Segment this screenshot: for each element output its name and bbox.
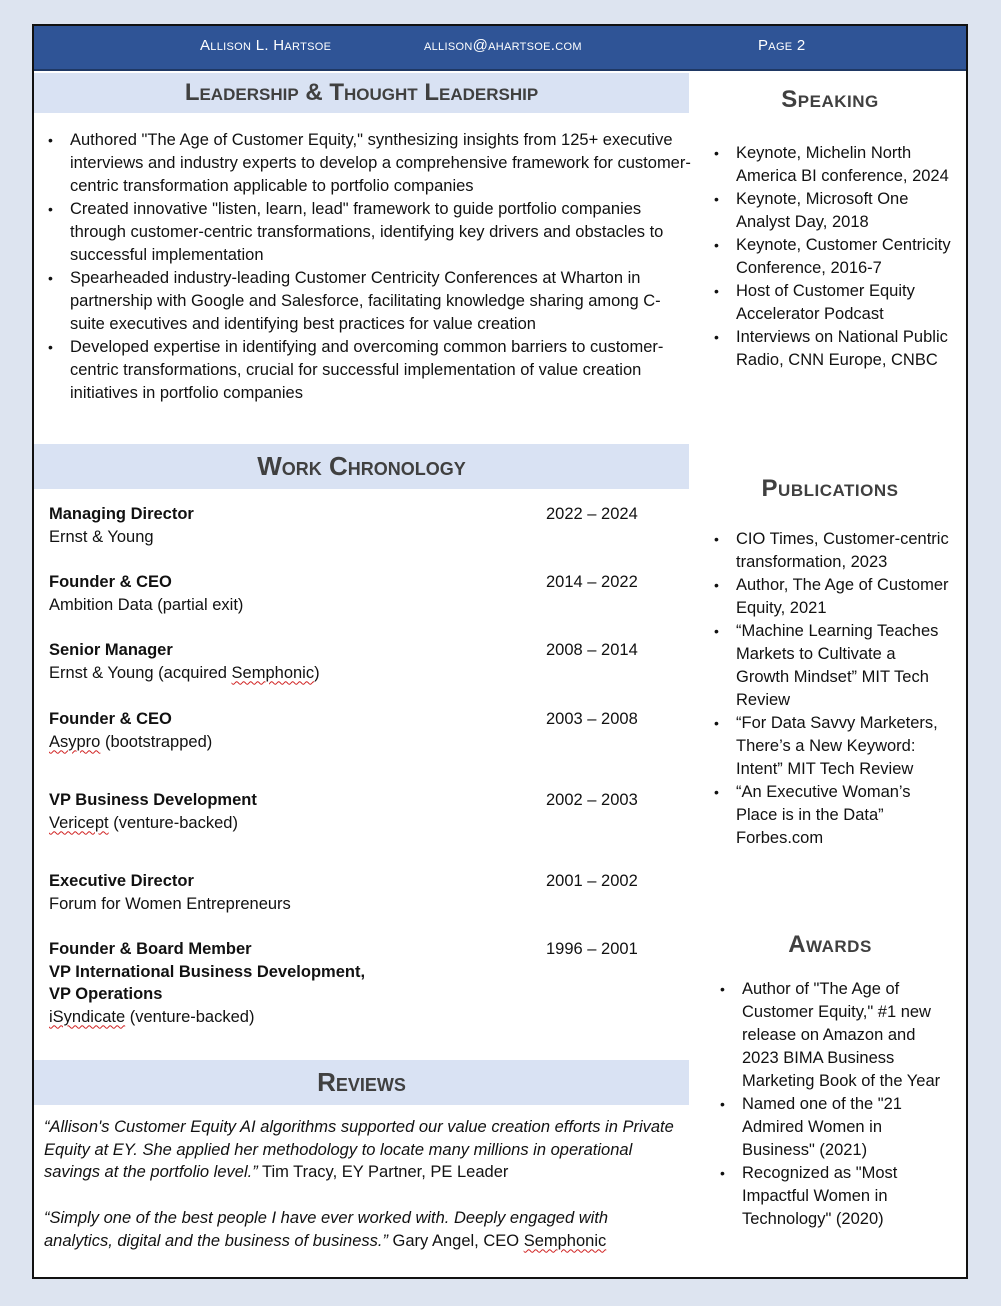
bullet-icon: • — [720, 981, 725, 997]
bullet-icon: • — [48, 132, 53, 148]
leadership-list — [48, 129, 693, 405]
list-item: • Spearheaded industry-leading Customer Centricity Conferences at Wharton in partnership with Google and Salesforce, facilitating knowledge sharing among C-suite executives and identifying best practices for value creation — [48, 269, 661, 333]
job-years: 1996 – 2001 — [546, 940, 638, 958]
list-item: • Created innovative "listen, learn, lead" framework to guide portfolio companies through customer-centric transformations, identifying key drivers and obstacles to successful implementation — [48, 200, 664, 264]
job-org: Vericept (venture-backed) — [49, 813, 238, 832]
publications-heading: Publications — [761, 475, 899, 502]
list-item: • Interviews on National Public Radio, CNN Europe, CNBC — [714, 328, 948, 369]
bullet-icon: • — [714, 191, 719, 207]
list-item: • Author, The Age of Customer Equity, 2021 — [714, 576, 949, 617]
list-item: • Keynote, Customer Centricity Conference, 2016-7 — [714, 236, 951, 277]
job-org: Ernst & Young (acquired Semphonic) — [49, 663, 320, 682]
job-entry — [49, 789, 649, 834]
header-name: Allison L. Hartsoe — [200, 37, 332, 54]
bullet-icon: • — [714, 329, 719, 345]
list-item: • “For Data Savvy Marketers, There’s a New Keyword: Intent” MIT Tech Review — [714, 714, 938, 778]
bullet-icon: • — [720, 1096, 725, 1112]
job-years: 2003 – 2008 — [546, 710, 638, 728]
job-entry — [49, 571, 649, 616]
job-years: 2022 – 2024 — [546, 505, 638, 523]
bullet-icon: • — [714, 784, 719, 800]
job-years: 2014 – 2022 — [546, 573, 638, 591]
bullet-icon: • — [720, 1165, 725, 1181]
list-item: • “Machine Learning Teaches Markets to Cultivate a Growth Mindset” MIT Tech Review — [714, 622, 939, 709]
list-item: • Keynote, Microsoft One Analyst Day, 2018 — [714, 190, 909, 231]
work-heading: Work Chronology — [34, 444, 689, 489]
list-item: • Authored "The Age of Customer Equity," synthesizing insights from 125+ executive interviews and industry experts to develop a comprehensive framework for customer-centric transformation applicable to portfolio companies — [48, 131, 691, 195]
publications-list — [714, 528, 952, 850]
review-quote: “Allison's Customer Equity AI algorithms supported our value creation efforts in Private Equity at EY. She applied her methodology to locate many millions in operational savings at the portfolio level.” Tim Tracy, EY Partner, PE Leader — [44, 1118, 674, 1181]
bullet-icon: • — [48, 339, 53, 355]
list-item: • CIO Times, Customer-centric transformation, 2023 — [714, 530, 949, 571]
job-org: Ambition Data (partial exit) — [49, 595, 244, 614]
list-item: • Keynote, Michelin North America BI conference, 2024 — [714, 144, 949, 185]
list-item: • Recognized as "Most Impactful Women in Technology" (2020) — [720, 1164, 898, 1228]
job-title: VP International Business Development, — [49, 962, 366, 981]
job-org: iSyndicate (venture-backed) — [49, 1007, 255, 1026]
bullet-icon: • — [48, 270, 53, 286]
job-years: 2008 – 2014 — [546, 641, 638, 659]
list-item: • Host of Customer Equity Accelerator Podcast — [714, 282, 915, 323]
job-title: VP Business Development — [49, 791, 257, 809]
job-entry — [49, 708, 649, 753]
job-title: Executive Director — [49, 872, 194, 890]
speaking-heading: Speaking — [781, 86, 879, 113]
job-title: VP Operations — [49, 985, 163, 1003]
job-title: Founder & CEO — [49, 710, 172, 728]
job-title: Founder & CEO — [49, 573, 172, 591]
bullet-icon: • — [48, 201, 53, 217]
bullet-icon: • — [714, 623, 719, 639]
list-item: • Developed expertise in identifying and overcoming common barriers to customer-centric transformations, crucial for successful implementation of value creation initiatives in portfolio companies — [48, 338, 664, 402]
list-item: • “An Executive Woman’s Place is in the Data” Forbes.com — [714, 783, 911, 847]
bullet-icon: • — [714, 237, 719, 253]
job-title: Founder & Board Member — [49, 940, 252, 958]
bullet-icon: • — [714, 531, 719, 547]
header-page-number: Page 2 — [758, 37, 806, 54]
job-entry — [49, 938, 649, 1028]
bullet-icon: • — [714, 283, 719, 299]
awards-list — [720, 978, 942, 1231]
job-years: 2002 – 2003 — [546, 791, 638, 809]
job-entry — [49, 503, 649, 548]
resume-page — [32, 24, 968, 1279]
job-entry — [49, 639, 649, 684]
list-item: • Author of "The Age of Customer Equity," #1 new release on Amazon and 2023 BIMA Business Marketing Book of the Year — [720, 980, 941, 1090]
header-email[interactable]: allison@ahartsoe.com — [424, 37, 582, 54]
job-years: 2001 – 2002 — [546, 872, 638, 890]
bullet-icon: • — [714, 145, 719, 161]
job-entry — [49, 870, 649, 915]
header-bar — [34, 26, 966, 71]
bullet-icon: • — [714, 577, 719, 593]
leadership-heading: Leadership & Thought Leadership — [34, 73, 689, 113]
job-title: Senior Manager — [49, 641, 173, 659]
job-org: Asypro (bootstrapped) — [49, 732, 213, 751]
bullet-icon: • — [714, 715, 719, 731]
job-title: Managing Director — [49, 505, 194, 523]
review-quote: “Simply one of the best people I have ever worked with. Deeply engaged with analytics, digital and the business of business.” Gary Angel, CEO Semphonic — [44, 1209, 609, 1250]
speaking-list — [714, 142, 952, 372]
list-item: • Named one of the "21 Admired Women in Business" (2021) — [720, 1095, 902, 1159]
job-org: Ernst & Young — [49, 527, 154, 546]
awards-heading: Awards — [788, 931, 872, 958]
job-org: Forum for Women Entrepreneurs — [49, 894, 291, 913]
reviews-heading: Reviews — [34, 1060, 689, 1105]
